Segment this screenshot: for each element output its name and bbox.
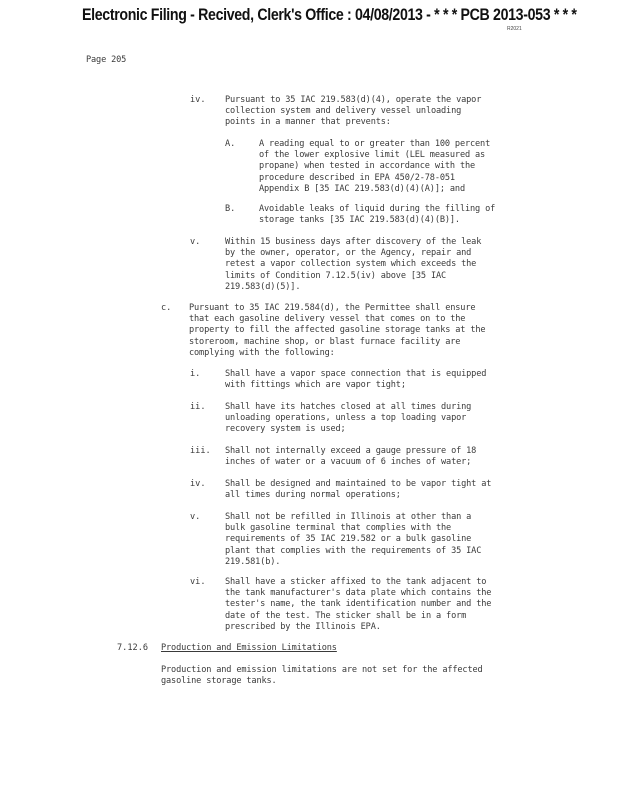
item-B-label: B. bbox=[225, 204, 236, 214]
item-v2-label: v. bbox=[190, 512, 201, 522]
item-iii-label: iii. bbox=[190, 446, 211, 456]
item-i-label: i. bbox=[190, 369, 201, 379]
item-v-label: v. bbox=[190, 237, 201, 247]
item-iv2-text: Shall be designed and maintained to be vapor tight at all times during normal operations; bbox=[225, 479, 492, 501]
stamp-code: R2021 bbox=[507, 26, 522, 32]
item-iv2-label: iv. bbox=[190, 479, 206, 489]
item-A-label: A. bbox=[225, 139, 236, 149]
item-ii-label: ii. bbox=[190, 402, 206, 412]
item-iv-label: iv. bbox=[190, 95, 206, 105]
item-B-text: Avoidable leaks of liquid during the filling of storage tanks [35 IAC 219.583(d)(4)(B)]. bbox=[259, 204, 496, 226]
item-c-text: Pursuant to 35 IAC 219.584(d), the Permittee shall ensure that each gasoline delivery vessel that comes on to the property to fill the affected gasoline storage tanks at the storeroom, machine shop, or blast furnace facility are complying with the following: bbox=[189, 303, 486, 358]
item-iv-text: Pursuant to 35 IAC 219.583(d)(4), operate the vapor collection system and delivery vessel unloading points in a manner that prevents: bbox=[225, 95, 482, 128]
item-vi-label: vi. bbox=[190, 577, 206, 587]
section-title: Production and Emission Limitations bbox=[161, 643, 337, 653]
item-v2-text: Shall not be refilled in Illinois at other than a bulk gasoline terminal that complies with the requirements of 35 IAC 219.582 or a bulk gasoline plant that complies with the requirements of 35 IAC 219.581(b). bbox=[225, 512, 482, 567]
item-A-text: A reading equal to or greater than 100 percent of the lower explosive limit (LEL measured as propane) when tested in accordance with the procedure described in EPA 450/2-78-051 Appendix B [35 IAC 219.583(d)(4)(A)]; and bbox=[259, 139, 491, 194]
section-body: Production and emission limitations are not set for the affected gasoline storage tanks. bbox=[161, 665, 483, 687]
filing-stamp-header: Electronic Filing - Recived, Clerk's Office : 04/08/2013 - * * * PCB 2013-053 * * * bbox=[82, 6, 577, 24]
item-i-text: Shall have a vapor space connection that is equipped with fittings which are vapor tight; bbox=[225, 369, 487, 391]
item-vi-text: Shall have a sticker affixed to the tank adjacent to the tank manufacturer's data plate which contains the tester's name, the tank identification number and the date of the test. The sticker shall be in a form prescribed by the Illinois EPA. bbox=[225, 577, 492, 632]
section-number: 7.12.6 bbox=[117, 643, 149, 653]
item-v-text: Within 15 business days after discovery of the leak by the owner, operator, or the Agency, repair and retest a vapor collection system which exceeds the limits of Condition 7.12.5(iv) above [35 IAC 219.583(d)(5)]. bbox=[225, 237, 482, 292]
page-number: Page 205 bbox=[86, 55, 127, 65]
item-c-label: c. bbox=[161, 303, 172, 313]
item-ii-text: Shall have its hatches closed at all times during unloading operations, unless a top loading vapor recovery system is used; bbox=[225, 402, 472, 435]
item-iii-text: Shall not internally exceed a gauge pressure of 18 inches of water or a vacuum of 6 inches of water; bbox=[225, 446, 477, 468]
